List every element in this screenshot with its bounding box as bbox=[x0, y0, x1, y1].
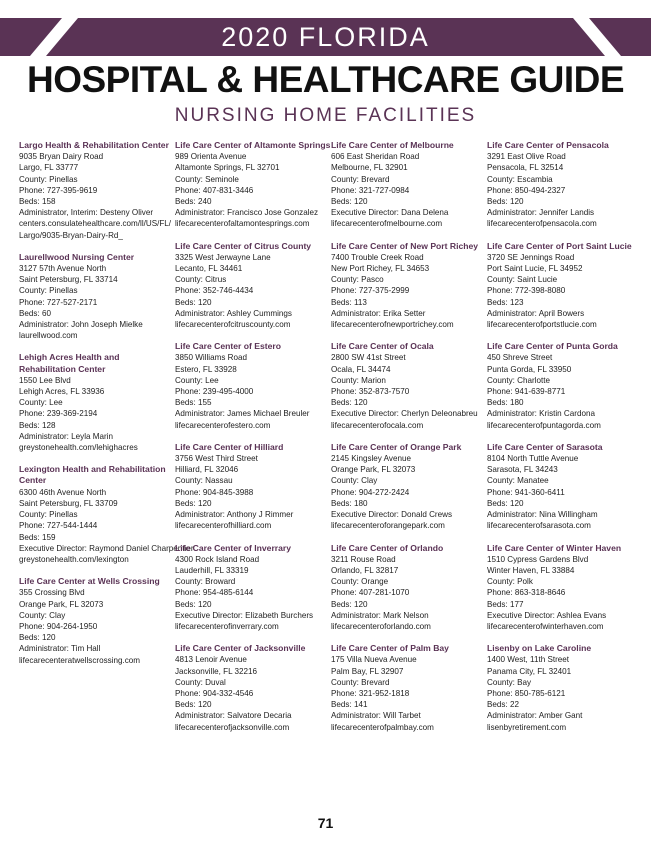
facility-detail-line: Phone: 239-495-4000 bbox=[175, 387, 254, 397]
facility-detail-line: lifecarecenterofinverrary.com bbox=[175, 621, 279, 631]
facility-detail-line: Administrator: Salvatore Decaria bbox=[175, 711, 292, 721]
facility-detail-line: Administrator, Interim: Desteny Oliver bbox=[19, 208, 154, 218]
facility-detail-line: Phone: 321-727-0984 bbox=[331, 185, 410, 195]
facility-detail-line: County: Nassau bbox=[175, 476, 233, 486]
facility-name: Life Care Center of Punta Gorda bbox=[487, 341, 618, 352]
facility-detail-line: Phone: 407-831-3446 bbox=[175, 185, 254, 195]
facility-detail-line: 3720 SE Jennings Road bbox=[487, 252, 575, 262]
facility-detail-line: Orange Park, FL 32073 bbox=[19, 599, 104, 609]
facility-detail-line: lifecarecenteroforlando.com bbox=[331, 621, 431, 631]
facility-detail-line: Phone: 904-332-4546 bbox=[175, 688, 254, 698]
facility-entry bbox=[487, 140, 643, 230]
facility-entry bbox=[175, 543, 331, 633]
page-number: 71 bbox=[317, 815, 334, 831]
facility-detail-line: 3325 West Jerwayne Lane bbox=[175, 252, 271, 262]
facility-name: Life Care Center of Jacksonville bbox=[175, 643, 306, 654]
facility-detail-line: 989 Orienta Avenue bbox=[175, 152, 247, 162]
facility-column bbox=[331, 140, 487, 744]
facility-entry bbox=[175, 442, 331, 532]
facility-detail-line: County: Marion bbox=[331, 375, 386, 385]
facility-detail-line: lifecarecenterofwinterhaven.com bbox=[487, 621, 604, 631]
facility-detail-line: 4813 Lenoir Avenue bbox=[175, 655, 247, 665]
facility-entry bbox=[487, 241, 643, 331]
facility-detail-line: Phone: 904-845-3988 bbox=[175, 487, 254, 497]
facility-detail-line: 355 Crossing Blvd bbox=[19, 588, 85, 598]
facility-name: Life Care Center of Citrus County bbox=[175, 240, 312, 251]
facility-detail-line: 1400 West, 11th Street bbox=[487, 655, 570, 665]
facility-detail-line: Orange Park, FL 32073 bbox=[331, 465, 416, 475]
facility-entry bbox=[331, 140, 487, 230]
facility-detail-line: County: Brevard bbox=[331, 174, 390, 184]
facility-detail-line: Beds: 22 bbox=[487, 700, 519, 710]
facility-detail-line: County: Pinellas bbox=[19, 510, 78, 520]
facility-detail-line: Beds: 120 bbox=[19, 633, 56, 643]
facility-detail-line: Beds: 141 bbox=[331, 700, 368, 710]
facility-entry bbox=[175, 341, 331, 431]
facility-detail-line: 3756 West Third Street bbox=[175, 454, 258, 464]
facility-detail-line: lifecarecenterofhilliard.com bbox=[175, 521, 272, 531]
header-banner bbox=[0, 18, 651, 56]
facility-detail-line: Phone: 727-544-1444 bbox=[19, 521, 98, 531]
facility-detail-line: 7400 Trouble Creek Road bbox=[331, 252, 424, 262]
facility-detail-line: Lauderhill, FL 33319 bbox=[175, 565, 249, 575]
facility-detail-line: lisenbyretirement.com bbox=[487, 722, 567, 732]
facility-detail-line: Phone: 850-494-2327 bbox=[487, 185, 566, 195]
facility-detail-line: Beds: 120 bbox=[331, 398, 368, 408]
facility-detail-line: Beds: 177 bbox=[487, 599, 524, 609]
facility-detail-line: Executive Director: Elizabeth Burchers bbox=[175, 610, 314, 620]
facility-detail-line: Administrator: Will Tarbet bbox=[331, 711, 421, 721]
facility-name: Life Care Center of Winter Haven bbox=[487, 542, 622, 553]
facility-detail-line: lifecarecenterofportstlucie.com bbox=[487, 320, 597, 330]
facility-detail-line: Melbourne, FL 32901 bbox=[331, 163, 408, 173]
facility-detail-line: Phone: 239-369-2194 bbox=[19, 409, 98, 419]
facility-name: Life Care Center of Estero bbox=[175, 341, 282, 352]
facility-detail-line: Beds: 120 bbox=[175, 498, 212, 508]
facility-entry bbox=[19, 252, 175, 342]
facility-detail-line: Administrator: Leyla Marin bbox=[19, 431, 114, 441]
facility-detail-line: Administrator: Francisco Jose Gonzalez bbox=[175, 208, 319, 218]
facility-detail-line: greystonehealth.com/lexington bbox=[19, 554, 129, 564]
facility-detail-line: Beds: 120 bbox=[487, 197, 524, 207]
facility-detail-line: Beds: 120 bbox=[331, 599, 368, 609]
facility-columns bbox=[19, 140, 639, 744]
facility-name: Life Care Center of Altamonte Springs bbox=[175, 140, 331, 150]
facility-detail-line: Beds: 120 bbox=[331, 197, 368, 207]
facility-detail-line: Saint Petersburg, FL 33709 bbox=[19, 498, 118, 508]
facility-detail-line: Beds: 120 bbox=[487, 498, 524, 508]
facility-detail-line: Administrator: Amber Gant bbox=[487, 711, 583, 721]
facility-detail-line: 2800 SW 41st Street bbox=[331, 353, 406, 363]
facility-name: Laurellwood Nursing Center bbox=[19, 251, 135, 262]
facility-detail-line: County: Clay bbox=[19, 610, 66, 620]
facility-detail-line: Administrator: Tim Hall bbox=[19, 644, 101, 654]
facility-name: Life Care Center at Wells Crossing bbox=[19, 576, 160, 587]
facility-detail-line: Phone: 954-485-6144 bbox=[175, 588, 254, 598]
facility-detail-line: Beds: 123 bbox=[487, 297, 524, 307]
facility-entry bbox=[331, 543, 487, 633]
facility-detail-line: Largo/9035-Bryan-Dairy-Rd_ bbox=[19, 230, 123, 240]
facility-detail-line: County: Pinellas bbox=[19, 286, 78, 296]
facility-detail-line: County: Charlotte bbox=[487, 375, 550, 385]
facility-name: Largo Health & Rehabilitation Center bbox=[19, 140, 169, 150]
facility-detail-line: Beds: 159 bbox=[19, 532, 56, 542]
facility-name: Life Care Center of Hilliard bbox=[175, 441, 284, 452]
facility-detail-line: County: Broward bbox=[175, 577, 236, 587]
facility-entry bbox=[331, 241, 487, 331]
facility-detail-line: lifecarecenterofcitruscounty.com bbox=[175, 320, 291, 330]
facility-detail-line: 175 Villa Nueva Avenue bbox=[331, 655, 417, 665]
facility-detail-line: Largo, FL 33777 bbox=[19, 163, 79, 173]
page-title: HOSPITAL & HEALTHCARE GUIDE bbox=[26, 59, 625, 100]
facility-detail-line: Pensacola, FL 32514 bbox=[487, 163, 564, 173]
facility-detail-line: Beds: 180 bbox=[487, 398, 524, 408]
facility-entry bbox=[175, 241, 331, 331]
facility-entry bbox=[487, 442, 643, 532]
facility-detail-line: Administrator: Jennifer Landis bbox=[487, 208, 595, 218]
facility-detail-line: lifecarecenterofpalmbay.com bbox=[331, 722, 434, 732]
facility-detail-line: Administrator: James Michael Breuler bbox=[175, 409, 310, 419]
facility-detail-line: Phone: 772-398-8080 bbox=[487, 286, 566, 296]
facility-detail-line: 2145 Kingsley Avenue bbox=[331, 454, 411, 464]
facility-detail-line: 9035 Bryan Dairy Road bbox=[19, 152, 104, 162]
facility-detail-line: Administrator: Mark Nelson bbox=[331, 610, 429, 620]
facility-detail-line: 1510 Cypress Gardens Blvd bbox=[487, 554, 589, 564]
facility-detail-line: Phone: 352-746-4434 bbox=[175, 286, 254, 296]
facility-detail-line: Sarasota, FL 34243 bbox=[487, 465, 558, 475]
facility-entry bbox=[487, 643, 643, 733]
facility-detail-line: Phone: 941-360-6411 bbox=[487, 487, 565, 497]
facility-name: Life Care Center of Orange Park bbox=[331, 441, 462, 452]
facility-detail-line: County: Pinellas bbox=[19, 174, 78, 184]
facility-detail-line: Phone: 352-873-7570 bbox=[331, 387, 410, 397]
facility-entry bbox=[19, 140, 175, 241]
facility-detail-line: Beds: 158 bbox=[19, 197, 56, 207]
facility-detail-line: greystonehealth.com/lehighacres bbox=[19, 443, 138, 453]
facility-name: Lehigh Acres Health and Rehabilitation Center bbox=[19, 352, 120, 374]
facility-name: Life Care Center of Pensacola bbox=[487, 140, 609, 150]
facility-entry bbox=[19, 352, 175, 453]
facility-detail-line: 6300 46th Avenue North bbox=[19, 487, 107, 497]
facility-detail-line: County: Orange bbox=[331, 577, 389, 587]
facility-name: Lexington Health and Rehabilitation Center bbox=[19, 464, 166, 486]
facility-name: Life Care Center of Melbourne bbox=[331, 140, 454, 150]
facility-entry bbox=[19, 576, 175, 666]
facility-detail-line: lifecarecenterofocala.com bbox=[331, 420, 424, 430]
facility-column bbox=[487, 140, 643, 744]
facility-detail-line: 606 East Sheridan Road bbox=[331, 152, 420, 162]
facility-detail-line: 1550 Lee Blvd bbox=[19, 375, 71, 385]
facility-detail-line: County: Lee bbox=[19, 398, 63, 408]
facility-column bbox=[175, 140, 331, 744]
facility-detail-line: New Port Richey, FL 34653 bbox=[331, 264, 430, 274]
facility-name: Life Care Center of Sarasota bbox=[487, 441, 603, 452]
facility-detail-line: Panama City, FL 32401 bbox=[487, 666, 572, 676]
facility-detail-line: Administrator: Anthony J Rimmer bbox=[175, 510, 294, 520]
facility-detail-line: 3211 Rouse Road bbox=[331, 554, 396, 564]
facility-detail-line: lifecarecenterofjacksonville.com bbox=[175, 722, 290, 732]
facility-detail-line: 3850 Williams Road bbox=[175, 353, 247, 363]
facility-detail-line: 4300 Rock Island Road bbox=[175, 554, 260, 564]
facility-entry bbox=[331, 643, 487, 733]
facility-detail-line: lifecarecenterofestero.com bbox=[175, 420, 271, 430]
facility-name: Lisenby on Lake Caroline bbox=[487, 643, 592, 654]
section-subtitle: NURSING HOME FACILITIES bbox=[174, 105, 477, 126]
facility-detail-line: Executive Director: Dana Delena bbox=[331, 208, 449, 218]
facility-detail-line: County: Seminole bbox=[175, 174, 239, 184]
facility-detail-line: Administrator: Kristin Cardona bbox=[487, 409, 595, 419]
facility-detail-line: Phone: 850-785-6121 bbox=[487, 688, 566, 698]
facility-detail-line: Executive Director: Raymond Daniel Charpentier bbox=[19, 543, 194, 553]
facility-detail-line: County: Brevard bbox=[331, 677, 390, 687]
facility-detail-line: Lecanto, FL 34461 bbox=[175, 264, 243, 274]
facility-detail-line: 3291 East Olive Road bbox=[487, 152, 566, 162]
facility-detail-line: County: Polk bbox=[487, 577, 533, 587]
facility-detail-line: Beds: 120 bbox=[175, 599, 212, 609]
facility-detail-line: centers.consulatehealthcare.com/ll/US/FL/ bbox=[19, 219, 172, 229]
facility-detail-line: lifecarecenteratwellscrossing.com bbox=[19, 655, 141, 665]
facility-detail-line: Saint Petersburg, FL 33714 bbox=[19, 275, 118, 285]
facility-detail-line: Orlando, FL 32817 bbox=[331, 565, 399, 575]
facility-detail-line: Beds: 113 bbox=[331, 297, 367, 307]
facility-name: Life Care Center of Palm Bay bbox=[331, 643, 449, 654]
facility-entry bbox=[331, 442, 487, 532]
facility-detail-line: Ocala, FL 34474 bbox=[331, 364, 391, 374]
facility-detail-line: Phone: 321-952-1818 bbox=[331, 688, 410, 698]
facility-detail-line: Phone: 863-318-8646 bbox=[487, 588, 566, 598]
facility-detail-line: Port Saint Lucie, FL 34952 bbox=[487, 264, 583, 274]
facility-detail-line: Administrator: Erika Setter bbox=[331, 308, 426, 318]
facility-detail-line: County: Duval bbox=[175, 677, 226, 687]
facility-detail-line: County: Bay bbox=[487, 677, 532, 687]
facility-detail-line: County: Manatee bbox=[487, 476, 549, 486]
facility-detail-line: Administrator: Ashley Cummings bbox=[175, 308, 292, 318]
facility-detail-line: Beds: 120 bbox=[175, 297, 212, 307]
facility-detail-line: Phone: 727-527-2171 bbox=[19, 297, 98, 307]
facility-detail-line: Winter Haven, FL 33884 bbox=[487, 565, 575, 575]
facility-entry bbox=[487, 543, 643, 633]
facility-detail-line: Hilliard, FL 32046 bbox=[175, 465, 239, 475]
facility-detail-line: County: Lee bbox=[175, 375, 219, 385]
facility-detail-line: Phone: 727-375-2999 bbox=[331, 286, 410, 296]
facility-detail-line: Administrator: John Joseph Mielke bbox=[19, 320, 143, 330]
facility-name: Life Care Center of Ocala bbox=[331, 341, 434, 352]
facility-detail-line: Administrator: Nina Willingham bbox=[487, 510, 598, 520]
facility-detail-line: Beds: 128 bbox=[19, 420, 56, 430]
facility-detail-line: Phone: 407-281-1070 bbox=[331, 588, 410, 598]
facility-detail-line: County: Pasco bbox=[331, 275, 384, 285]
facility-detail-line: County: Escambia bbox=[487, 174, 553, 184]
facility-detail-line: 450 Shreve Street bbox=[487, 353, 553, 363]
facility-name: Life Care Center of New Port Richey bbox=[331, 240, 479, 251]
facility-detail-line: Executive Director: Ashlea Evans bbox=[487, 610, 607, 620]
facility-detail-line: Altamonte Springs, FL 32701 bbox=[175, 163, 280, 173]
facility-detail-line: Executive Director: Donald Crews bbox=[331, 510, 452, 520]
facility-detail-line: Administrator: April Bowers bbox=[487, 308, 585, 318]
banner-title: 2020 FLORIDA bbox=[221, 22, 430, 52]
facility-detail-line: Executive Director: Cherlyn Deleonabreu bbox=[331, 409, 478, 419]
facility-detail-line: Estero, FL 33928 bbox=[175, 364, 237, 374]
facility-detail-line: 3127 57th Avenue North bbox=[19, 264, 107, 274]
facility-detail-line: Phone: 727-395-9619 bbox=[19, 185, 98, 195]
facility-detail-line: lifecarecenterofpensacola.com bbox=[487, 219, 597, 229]
facility-detail-line: lifecarecenterofpuntagorda.com bbox=[487, 420, 601, 430]
facility-entry bbox=[487, 341, 643, 431]
facility-detail-line: Punta Gorda, FL 33950 bbox=[487, 364, 572, 374]
facility-entry bbox=[331, 341, 487, 431]
facility-detail-line: lifecarecenterofnewportrichey.com bbox=[331, 320, 454, 330]
facility-entry bbox=[175, 140, 331, 230]
facility-detail-line: lifecarecenterofaltamontesprings.com bbox=[175, 219, 310, 229]
facility-detail-line: Lehigh Acres, FL 33936 bbox=[19, 387, 105, 397]
facility-detail-line: Jacksonville, FL 32216 bbox=[175, 666, 258, 676]
facility-detail-line: lifecarecenterofsarasota.com bbox=[487, 521, 591, 531]
facility-detail-line: County: Saint Lucie bbox=[487, 275, 558, 285]
facility-detail-line: Beds: 180 bbox=[331, 498, 368, 508]
facility-detail-line: lifecarecenterofmelbourne.com bbox=[331, 219, 443, 229]
facility-detail-line: County: Clay bbox=[331, 476, 378, 486]
facility-name: Life Care Center of Port Saint Lucie bbox=[487, 240, 632, 251]
facility-detail-line: lifecarecenteroforangepark.com bbox=[331, 521, 445, 531]
facility-detail-line: County: Citrus bbox=[175, 275, 227, 285]
facility-detail-line: Phone: 941-639-8771 bbox=[487, 387, 566, 397]
facility-name: Life Care Center of Inverrary bbox=[175, 542, 292, 553]
facility-entry bbox=[175, 643, 331, 733]
facility-detail-line: Beds: 240 bbox=[175, 197, 212, 207]
facility-detail-line: Beds: 60 bbox=[19, 308, 51, 318]
facility-detail-line: laurellwood.com bbox=[19, 331, 78, 341]
facility-detail-line: Phone: 904-272-2424 bbox=[331, 487, 410, 497]
facility-detail-line: Beds: 120 bbox=[175, 700, 212, 710]
facility-detail-line: Palm Bay, FL 32907 bbox=[331, 666, 404, 676]
facility-name: Life Care Center of Orlando bbox=[331, 542, 444, 553]
facility-detail-line: 8104 North Tuttle Avenue bbox=[487, 454, 579, 464]
facility-detail-line: Beds: 155 bbox=[175, 398, 212, 408]
facility-detail-line: Phone: 904-264-1950 bbox=[19, 621, 98, 631]
